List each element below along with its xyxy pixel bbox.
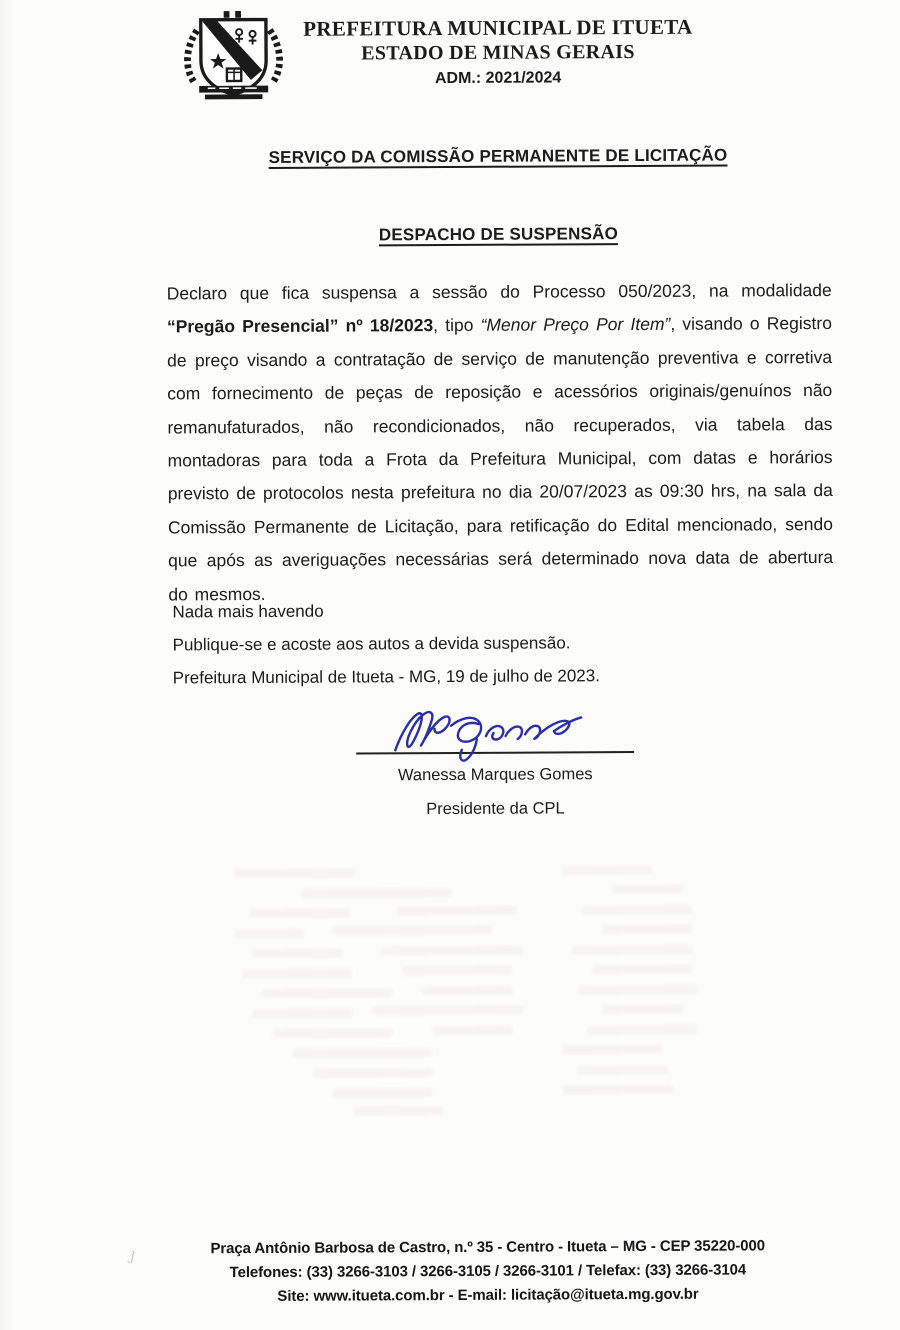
administration-term: ADM.: 2021/2024 xyxy=(434,69,562,88)
closing-block xyxy=(172,592,773,694)
footer-phones: Telefones: (33) 3266-3103 / 3266-3105 / 3266-3101 / Telefax: (33) 3266-3104 xyxy=(229,1261,747,1282)
footer-site-email: Site: www.itueta.com.br - E-mail: licitação@itueta.mg.gov.br xyxy=(277,1285,699,1305)
scan-bleed-through-artifact xyxy=(0,0,897,2)
signer-role: Presidente da CPL xyxy=(426,799,565,819)
letterhead xyxy=(165,14,830,91)
signer-name: Wanessa Marques Gomes xyxy=(397,765,593,785)
org-name: PREFEITURA MUNICIPAL DE ITUETA xyxy=(303,14,693,41)
body-text-bold-modality: “Pregão Presencial” nº 18/2023 xyxy=(166,315,434,337)
footer-block xyxy=(138,1234,838,1310)
closing-line-2: Publique-se e acoste aos autos a devida suspensão. xyxy=(172,633,571,655)
section-title: SERVIÇO DA COMISSÃO PERMANENTE DE LICITAÇÃO xyxy=(268,145,728,167)
body-text-italic-type: “Menor Preço Por Item” xyxy=(480,314,671,336)
org-state: ESTADO DE MINAS GERAIS xyxy=(361,41,635,65)
stray-pen-mark: J xyxy=(128,1249,137,1266)
handwritten-signature-icon xyxy=(385,699,617,762)
body-paragraph xyxy=(167,274,834,612)
body-text-rest: , visando o Registro de preço visando a contratação de serviço de manutenção preventiva e corretiva com fornecimento de peças de reposição e acessórios originais/genuínos não remanufaturados, não recondicionados, não recuperados, via tabela das montadoras para toda a Frota da Prefeitura Municipal, com datas e horários previsto de protocolos nesta prefeitura no dia 20/07/2023 as 09:30 hrs, na sala da Comissão Permanente de Licitação, para retificação do Edital mencionado, sendo que após as averiguações necessárias será determinado nova data de abertura do mesmos. xyxy=(167,313,834,605)
footer-address: Praça Antônio Barbosa de Castro, n.º 35 - Centro - Itueta – MG - CEP 35220-000 xyxy=(210,1237,766,1258)
document-title: DESPACHO DE SUSPENSÃO xyxy=(378,224,619,245)
body-text-intro: Declaro que fica suspensa a sessão do Processo 050/2023, na modalidade xyxy=(166,279,832,304)
body-text-mid: , tipo xyxy=(433,315,481,336)
closing-line-3: Prefeitura Municipal de Itueta - MG, 19 de julho de 2023. xyxy=(172,666,600,688)
closing-line-1: Nada mais havendo xyxy=(172,601,324,622)
signature-block xyxy=(169,698,822,820)
